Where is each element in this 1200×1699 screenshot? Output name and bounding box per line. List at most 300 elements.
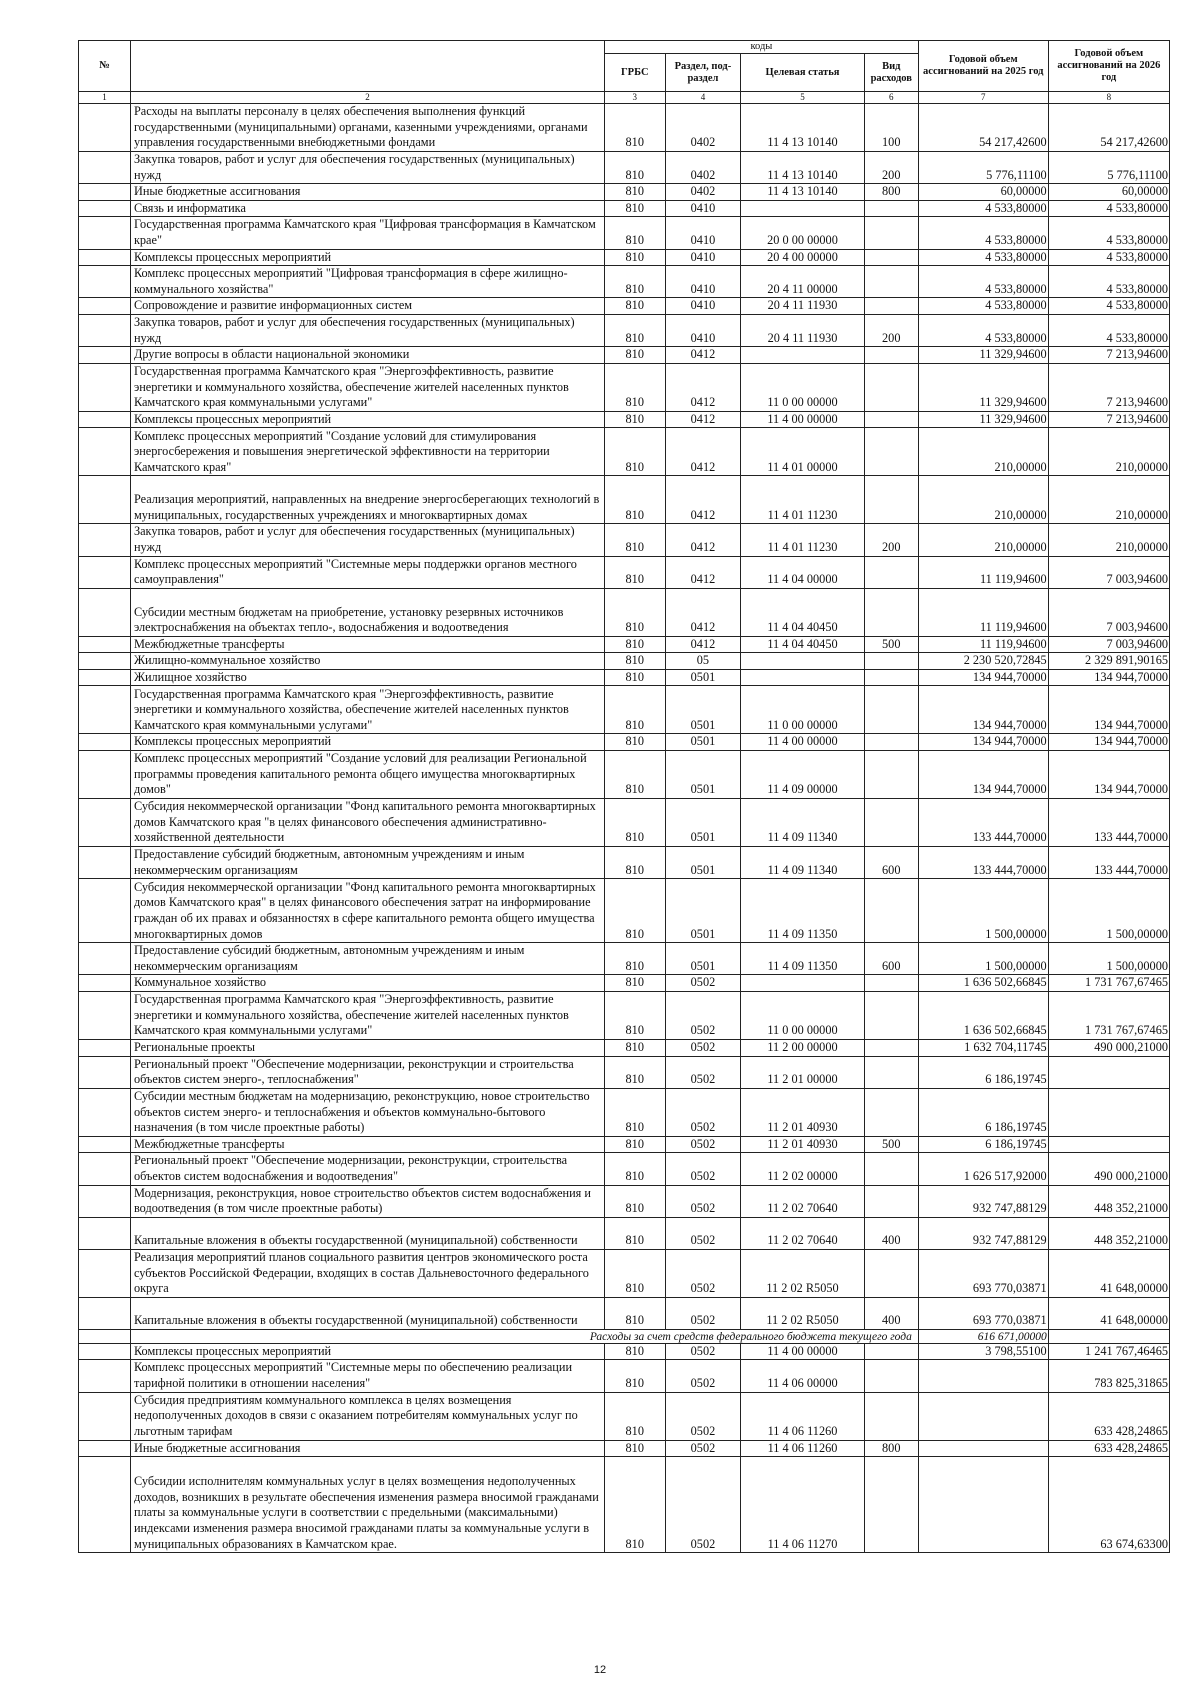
row-volume-2026: 490 000,21000 xyxy=(1048,1040,1169,1057)
row-name: Комплексы процессных мероприятий xyxy=(130,1343,604,1360)
row-volume-2025: 4 533,80000 xyxy=(918,298,1048,315)
row-number xyxy=(79,556,131,588)
row-section: 0410 xyxy=(665,249,741,266)
row-target-article xyxy=(741,347,864,364)
header-codes-group: коды xyxy=(604,41,918,54)
row-section: 0412 xyxy=(665,636,741,653)
table-row xyxy=(79,1440,1170,1457)
row-expense-type: 800 xyxy=(864,184,918,201)
row-target-article: 11 0 00 00000 xyxy=(741,363,864,411)
row-number xyxy=(79,1040,131,1057)
row-expense-type xyxy=(864,1088,918,1136)
row-volume-2025: 6 186,19745 xyxy=(918,1056,1048,1088)
row-volume-2025: 134 944,70000 xyxy=(918,734,1048,751)
row-target-article: 11 4 01 11230 xyxy=(741,524,864,556)
row-target-article: 11 2 02 70640 xyxy=(741,1217,864,1249)
row-grbs: 810 xyxy=(604,1185,665,1217)
header-col-index: 4 xyxy=(665,92,741,104)
row-expense-type xyxy=(864,411,918,428)
table-row xyxy=(79,184,1170,201)
row-number xyxy=(79,104,131,152)
row-volume-2026: 633 428,24865 xyxy=(1048,1440,1169,1457)
row-number xyxy=(79,1457,131,1553)
row-name: Субсидии местным бюджетам на приобретение, установку резервных источников электроснабжения на объектах тепло-, водоснабжения и водоотведения xyxy=(130,588,604,636)
row-expense-type: 200 xyxy=(864,152,918,184)
row-volume-2026: 1 500,00000 xyxy=(1048,879,1169,943)
row-expense-type: 600 xyxy=(864,943,918,975)
row-section: 0501 xyxy=(665,879,741,943)
row-volume-2025: 11 329,94600 xyxy=(918,347,1048,364)
row-volume-2025 xyxy=(918,1360,1048,1392)
row-volume-2025: 4 533,80000 xyxy=(918,266,1048,298)
row-volume-2026: 5 776,11100 xyxy=(1048,152,1169,184)
row-grbs: 810 xyxy=(604,266,665,298)
row-name: Жилищно-коммунальное хозяйство xyxy=(130,653,604,670)
row-grbs: 810 xyxy=(604,314,665,346)
row-volume-2026: 7 003,94600 xyxy=(1048,636,1169,653)
header-col-index: 6 xyxy=(864,92,918,104)
row-volume-2025: 4 533,80000 xyxy=(918,217,1048,249)
row-volume-2025: 1 636 502,66845 xyxy=(918,992,1048,1040)
row-name: Иные бюджетные ассигнования xyxy=(130,184,604,201)
row-volume-2025: 4 533,80000 xyxy=(918,249,1048,266)
row-name: Государственная программа Камчатского края "Энергоэффективность, развитие энергетики и коммунального хозяйства, обеспечение жителей населенных пунктов Камчатского края коммунальными услугами" xyxy=(130,363,604,411)
row-number xyxy=(79,1088,131,1136)
row-number xyxy=(79,1297,131,1329)
row-number xyxy=(79,363,131,411)
row-target-article: 20 0 00 00000 xyxy=(741,217,864,249)
row-volume-2025: 3 798,55100 xyxy=(918,1343,1048,1360)
row-volume-2025: 1 500,00000 xyxy=(918,879,1048,943)
row-number xyxy=(79,200,131,217)
row-volume-2025: 693 770,03871 xyxy=(918,1297,1048,1329)
row-volume-2026: 4 533,80000 xyxy=(1048,314,1169,346)
row-name: Реализация мероприятий, направленных на внедрение энергосберегающих технологий в муниципальных, государственных учреждениях и многоквартирных домах xyxy=(130,476,604,524)
row-volume-2025: 134 944,70000 xyxy=(918,669,1048,686)
row-section: 0501 xyxy=(665,669,741,686)
row-section: 0501 xyxy=(665,847,741,879)
row-grbs: 810 xyxy=(604,975,665,992)
row-volume-2025: 11 329,94600 xyxy=(918,411,1048,428)
table-row xyxy=(79,943,1170,975)
row-volume-2026: 4 533,80000 xyxy=(1048,298,1169,315)
row-expense-type xyxy=(864,1056,918,1088)
row-grbs: 810 xyxy=(604,669,665,686)
row-target-article: 11 4 09 11350 xyxy=(741,943,864,975)
row-volume-2025: 693 770,03871 xyxy=(918,1249,1048,1297)
row-number xyxy=(79,1185,131,1217)
header-col-index: 7 xyxy=(918,92,1048,104)
row-volume-2025: 133 444,70000 xyxy=(918,847,1048,879)
row-grbs: 810 xyxy=(604,734,665,751)
row-section: 0502 xyxy=(665,1153,741,1185)
row-target-article: 11 4 00 00000 xyxy=(741,1343,864,1360)
row-name: Субсидии исполнителям коммунальных услуг в целях возмещения недополученных доходов, возникших в результате обеспечения изменения размера вносимой гражданами платы за коммунальные услуги в соответствии с предельными (максимальными) индексами изменения размера вносимой гражданами платы за коммунальные услуги в муниципальных образованиях в Камчатском крае. xyxy=(130,1457,604,1553)
row-grbs: 810 xyxy=(604,363,665,411)
row-name: Субсидии местным бюджетам на модернизацию, реконструкцию, новое строительство объектов систем энерго- и теплоснабжения и объектов коммунально-бытового назначения (в том числе проектные работы) xyxy=(130,1088,604,1136)
row-volume-2026: 7 003,94600 xyxy=(1048,556,1169,588)
row-target-article: 11 4 09 11340 xyxy=(741,799,864,847)
row-grbs: 810 xyxy=(604,1136,665,1153)
row-target-article: 11 4 04 40450 xyxy=(741,636,864,653)
table-row xyxy=(79,249,1170,266)
table-row xyxy=(79,1136,1170,1153)
row-expense-type xyxy=(864,686,918,734)
table-row xyxy=(79,799,1170,847)
row-number xyxy=(79,1343,131,1360)
table-row xyxy=(79,1343,1170,1360)
row-name: Комплексы процессных мероприятий xyxy=(130,411,604,428)
header-col-index: 1 xyxy=(79,92,131,104)
row-name: Комплекс процессных мероприятий "Создание условий для стимулирования энергосбережения и повышения энергетической эффективности на территории Камчатского края" xyxy=(130,428,604,476)
row-target-article: 11 2 01 40930 xyxy=(741,1088,864,1136)
row-name: Комплекс процессных мероприятий "Цифровая трансформация в сфере жилищно-коммунального хозяйства" xyxy=(130,266,604,298)
row-volume-2026: 448 352,21000 xyxy=(1048,1185,1169,1217)
row-grbs: 810 xyxy=(604,428,665,476)
table-row xyxy=(79,104,1170,152)
row-target-article: 11 4 04 40450 xyxy=(741,588,864,636)
table-row xyxy=(79,751,1170,799)
row-volume-2026: 490 000,21000 xyxy=(1048,1153,1169,1185)
header-col-index: 3 xyxy=(604,92,665,104)
row-name: Субсидия некоммерческой организации "Фонд капитального ремонта многоквартирных домов Камчатского края "в целях финансового обеспечения административно-хозяйственной деятельности xyxy=(130,799,604,847)
row-target-article xyxy=(741,200,864,217)
row-section: 0502 xyxy=(665,1343,741,1360)
table-body xyxy=(79,104,1170,1553)
row-expense-type xyxy=(864,266,918,298)
table-row xyxy=(79,1185,1170,1217)
table-row xyxy=(79,1457,1170,1553)
row-grbs: 810 xyxy=(604,1392,665,1440)
row-volume-2026: 7 213,94600 xyxy=(1048,347,1169,364)
row-section: 0502 xyxy=(665,1457,741,1553)
row-number xyxy=(79,524,131,556)
row-expense-type xyxy=(864,975,918,992)
row-grbs: 810 xyxy=(604,943,665,975)
table-row xyxy=(79,975,1170,992)
row-volume-2025: 616 671,00000 xyxy=(918,1329,1048,1343)
header-col-index: 2 xyxy=(130,92,604,104)
header-volume-2026: Годовой объем ассигнований на 2026 год xyxy=(1048,41,1169,92)
row-target-article: 11 4 06 00000 xyxy=(741,1360,864,1392)
row-volume-2025: 932 747,88129 xyxy=(918,1185,1048,1217)
row-target-article: 11 4 01 11230 xyxy=(741,476,864,524)
row-volume-2025 xyxy=(918,1392,1048,1440)
row-expense-type: 400 xyxy=(864,1217,918,1249)
row-section: 0502 xyxy=(665,1440,741,1457)
row-volume-2026: 7 213,94600 xyxy=(1048,363,1169,411)
table-row xyxy=(79,1329,1170,1343)
row-volume-2025: 932 747,88129 xyxy=(918,1217,1048,1249)
row-name: Межбюджетные трансферты xyxy=(130,636,604,653)
row-target-article: 11 2 01 00000 xyxy=(741,1056,864,1088)
row-expense-type: 100 xyxy=(864,104,918,152)
row-name: Расходы на выплаты персоналу в целях обеспечения выполнения функций государственными (муниципальными) органами, казенными учреждениями, органами управления государственными внебюджетными фондами xyxy=(130,104,604,152)
row-volume-2026: 7 213,94600 xyxy=(1048,411,1169,428)
table-row xyxy=(79,588,1170,636)
row-number xyxy=(79,943,131,975)
table-row xyxy=(79,847,1170,879)
table-row xyxy=(79,411,1170,428)
row-volume-2026: 448 352,21000 xyxy=(1048,1217,1169,1249)
table-row xyxy=(79,669,1170,686)
row-section: 0412 xyxy=(665,524,741,556)
row-volume-2026: 210,00000 xyxy=(1048,476,1169,524)
row-name: Закупка товаров, работ и услуг для обеспечения государственных (муниципальных) нужд xyxy=(130,524,604,556)
row-target-article: 20 4 11 11930 xyxy=(741,314,864,346)
row-section: 0402 xyxy=(665,152,741,184)
row-expense-type xyxy=(864,556,918,588)
page-number: 12 xyxy=(593,1664,607,1676)
row-number xyxy=(79,879,131,943)
row-target-article: 11 4 13 10140 xyxy=(741,104,864,152)
row-expense-type xyxy=(864,347,918,364)
row-grbs: 810 xyxy=(604,1153,665,1185)
row-target-article: 11 0 00 00000 xyxy=(741,686,864,734)
row-volume-2025: 134 944,70000 xyxy=(918,751,1048,799)
row-target-article: 11 4 00 00000 xyxy=(741,734,864,751)
row-name: Коммунальное хозяйство xyxy=(130,975,604,992)
table-row xyxy=(79,734,1170,751)
row-section: 0502 xyxy=(665,1217,741,1249)
row-volume-2025: 11 119,94600 xyxy=(918,588,1048,636)
row-number xyxy=(79,588,131,636)
table-header xyxy=(79,41,1170,104)
row-volume-2025: 1 636 502,66845 xyxy=(918,975,1048,992)
row-volume-2025: 60,00000 xyxy=(918,184,1048,201)
row-section: 0410 xyxy=(665,200,741,217)
budget-allocation-table xyxy=(78,40,1170,1553)
row-volume-2026: 134 944,70000 xyxy=(1048,669,1169,686)
header-name xyxy=(130,41,604,92)
row-section: 0410 xyxy=(665,298,741,315)
row-section: 0502 xyxy=(665,1392,741,1440)
header-col-index: 8 xyxy=(1048,92,1169,104)
row-expense-type xyxy=(864,588,918,636)
row-name: Региональные проекты xyxy=(130,1040,604,1057)
row-volume-2025: 1 500,00000 xyxy=(918,943,1048,975)
row-section: 0502 xyxy=(665,1297,741,1329)
row-number xyxy=(79,428,131,476)
row-volume-2026: 210,00000 xyxy=(1048,524,1169,556)
row-grbs: 810 xyxy=(604,1217,665,1249)
row-grbs: 810 xyxy=(604,1457,665,1553)
row-volume-2026: 210,00000 xyxy=(1048,428,1169,476)
table-row xyxy=(79,298,1170,315)
row-expense-type: 400 xyxy=(864,1297,918,1329)
row-number xyxy=(79,669,131,686)
row-name: Комплекс процессных мероприятий "Создание условий для реализации Региональной программы проведения капитального ремонта общего имущества многоквартирных домов" xyxy=(130,751,604,799)
row-target-article: 11 4 06 11270 xyxy=(741,1457,864,1553)
table-row xyxy=(79,556,1170,588)
row-volume-2026: 4 533,80000 xyxy=(1048,249,1169,266)
row-section: 0412 xyxy=(665,476,741,524)
table-row xyxy=(79,266,1170,298)
row-volume-2025: 210,00000 xyxy=(918,524,1048,556)
row-number xyxy=(79,347,131,364)
row-target-article xyxy=(741,975,864,992)
table-row xyxy=(79,217,1170,249)
row-number xyxy=(79,686,131,734)
table-row xyxy=(79,476,1170,524)
row-target-article: 11 4 04 00000 xyxy=(741,556,864,588)
row-section: 0502 xyxy=(665,1056,741,1088)
row-grbs: 810 xyxy=(604,653,665,670)
row-volume-2026: 4 533,80000 xyxy=(1048,217,1169,249)
row-section: 0402 xyxy=(665,104,741,152)
row-volume-2025: 133 444,70000 xyxy=(918,799,1048,847)
table-row xyxy=(79,1392,1170,1440)
row-name: Государственная программа Камчатского края "Энергоэффективность, развитие энергетики и коммунального хозяйства, обеспечение жителей населенных пунктов Камчатского края коммунальными услугами" xyxy=(130,686,604,734)
row-section: 0501 xyxy=(665,734,741,751)
row-grbs: 810 xyxy=(604,1440,665,1457)
row-volume-2025: 210,00000 xyxy=(918,428,1048,476)
row-name: Комплексы процессных мероприятий xyxy=(130,734,604,751)
row-number xyxy=(79,266,131,298)
row-volume-2026: 7 003,94600 xyxy=(1048,588,1169,636)
row-grbs: 810 xyxy=(604,347,665,364)
row-section: 0412 xyxy=(665,588,741,636)
table-row xyxy=(79,428,1170,476)
header-expense-type: Вид расходов xyxy=(864,54,918,92)
table-row xyxy=(79,363,1170,411)
row-number xyxy=(79,476,131,524)
row-name: Расходы за счет средств федерального бюджета текущего года xyxy=(130,1329,918,1343)
row-number xyxy=(79,314,131,346)
row-volume-2026: 63 674,63300 xyxy=(1048,1457,1169,1553)
row-volume-2025: 4 533,80000 xyxy=(918,314,1048,346)
row-section: 0501 xyxy=(665,751,741,799)
row-section: 0502 xyxy=(665,975,741,992)
row-expense-type: 600 xyxy=(864,847,918,879)
row-target-article: 20 4 00 00000 xyxy=(741,249,864,266)
table-row xyxy=(79,636,1170,653)
row-name: Закупка товаров, работ и услуг для обеспечения государственных (муниципальных) нужд xyxy=(130,152,604,184)
row-expense-type xyxy=(864,1185,918,1217)
row-volume-2025: 6 186,19745 xyxy=(918,1088,1048,1136)
row-volume-2025: 11 119,94600 xyxy=(918,556,1048,588)
row-target-article: 20 4 11 11930 xyxy=(741,298,864,315)
row-volume-2026: 1 500,00000 xyxy=(1048,943,1169,975)
row-expense-type xyxy=(864,1249,918,1297)
row-expense-type xyxy=(864,428,918,476)
row-name: Комплекс процессных мероприятий "Системные меры по обеспечению реализации тарифной политики в отношении населения" xyxy=(130,1360,604,1392)
row-section: 0412 xyxy=(665,347,741,364)
row-number xyxy=(79,1329,131,1343)
row-volume-2025: 4 533,80000 xyxy=(918,200,1048,217)
table-row xyxy=(79,686,1170,734)
row-name: Региональный проект "Обеспечение модернизации, реконструкции, строительства объектов систем водоснабжения и водоотведения" xyxy=(130,1153,604,1185)
row-number xyxy=(79,975,131,992)
row-expense-type xyxy=(864,476,918,524)
row-grbs: 810 xyxy=(604,1040,665,1057)
row-grbs: 810 xyxy=(604,476,665,524)
row-grbs: 810 xyxy=(604,217,665,249)
row-name: Региональный проект "Обеспечение модернизации, реконструкции и строительства объектов систем энерго-, теплоснабжения" xyxy=(130,1056,604,1088)
row-volume-2026: 633 428,24865 xyxy=(1048,1392,1169,1440)
row-section: 0502 xyxy=(665,1088,741,1136)
row-name: Капитальные вложения в объекты государственной (муниципальной) собственности xyxy=(130,1297,604,1329)
row-volume-2026: 783 825,31865 xyxy=(1048,1360,1169,1392)
row-volume-2026: 60,00000 xyxy=(1048,184,1169,201)
row-volume-2025 xyxy=(918,1440,1048,1457)
row-volume-2025: 6 186,19745 xyxy=(918,1136,1048,1153)
row-grbs: 810 xyxy=(604,799,665,847)
row-name: Иные бюджетные ассигнования xyxy=(130,1440,604,1457)
row-section: 0410 xyxy=(665,314,741,346)
row-number xyxy=(79,1360,131,1392)
row-section: 0502 xyxy=(665,1136,741,1153)
row-volume-2025: 54 217,42600 xyxy=(918,104,1048,152)
row-name: Комплекс процессных мероприятий "Системные меры поддержки органов местного самоуправления" xyxy=(130,556,604,588)
row-name: Государственная программа Камчатского края "Цифровая трансформация в Камчатском крае" xyxy=(130,217,604,249)
row-number xyxy=(79,298,131,315)
row-name: Реализация мероприятий планов социального развития центров экономического роста субъектов Российской Федерации, входящих в состав Дальневосточного федерального округа xyxy=(130,1249,604,1297)
row-grbs: 810 xyxy=(604,556,665,588)
row-volume-2026 xyxy=(1048,1136,1169,1153)
row-name: Сопровождение и развитие информационных систем xyxy=(130,298,604,315)
row-expense-type xyxy=(864,751,918,799)
row-expense-type: 200 xyxy=(864,524,918,556)
row-volume-2026 xyxy=(1048,1056,1169,1088)
table-row xyxy=(79,524,1170,556)
row-number xyxy=(79,1249,131,1297)
row-expense-type xyxy=(864,734,918,751)
row-number xyxy=(79,653,131,670)
row-volume-2026: 4 533,80000 xyxy=(1048,200,1169,217)
row-section: 0402 xyxy=(665,184,741,201)
row-section: 0501 xyxy=(665,943,741,975)
row-number xyxy=(79,636,131,653)
row-grbs: 810 xyxy=(604,1360,665,1392)
row-name: Другие вопросы в области национальной экономики xyxy=(130,347,604,364)
row-number xyxy=(79,1440,131,1457)
row-name: Субсидия некоммерческой организации "Фонд капитального ремонта многоквартирных домов Камчатского края" в целях финансового обеспечения затрат на информирование граждан об их правах и обязанностях в сфере капитального ремонта общего имущества многоквартирных домов xyxy=(130,879,604,943)
row-number xyxy=(79,751,131,799)
row-target-article: 11 4 09 00000 xyxy=(741,751,864,799)
budget-table-sheet xyxy=(78,40,1170,1553)
header-number: № xyxy=(79,41,131,92)
row-target-article: 11 0 00 00000 xyxy=(741,992,864,1040)
row-number xyxy=(79,847,131,879)
row-target-article: 11 2 02 R5050 xyxy=(741,1249,864,1297)
row-target-article: 11 4 13 10140 xyxy=(741,152,864,184)
table-row xyxy=(79,992,1170,1040)
row-name: Закупка товаров, работ и услуг для обеспечения государственных (муниципальных) нужд xyxy=(130,314,604,346)
row-volume-2026: 41 648,00000 xyxy=(1048,1297,1169,1329)
row-grbs: 810 xyxy=(604,411,665,428)
row-target-article xyxy=(741,669,864,686)
row-number xyxy=(79,1217,131,1249)
table-row xyxy=(79,1249,1170,1297)
row-section: 0502 xyxy=(665,1185,741,1217)
table-row xyxy=(79,314,1170,346)
row-section: 0502 xyxy=(665,1249,741,1297)
row-expense-type xyxy=(864,653,918,670)
row-volume-2025: 11 329,94600 xyxy=(918,363,1048,411)
row-target-article: 20 4 11 00000 xyxy=(741,266,864,298)
row-grbs: 810 xyxy=(604,751,665,799)
row-volume-2025 xyxy=(918,1457,1048,1553)
row-grbs: 810 xyxy=(604,1249,665,1297)
row-expense-type xyxy=(864,249,918,266)
row-section: 0501 xyxy=(665,686,741,734)
row-number xyxy=(79,1153,131,1185)
table-row xyxy=(79,879,1170,943)
row-expense-type: 500 xyxy=(864,1136,918,1153)
header-col-index: 5 xyxy=(741,92,864,104)
row-target-article: 11 4 13 10140 xyxy=(741,184,864,201)
